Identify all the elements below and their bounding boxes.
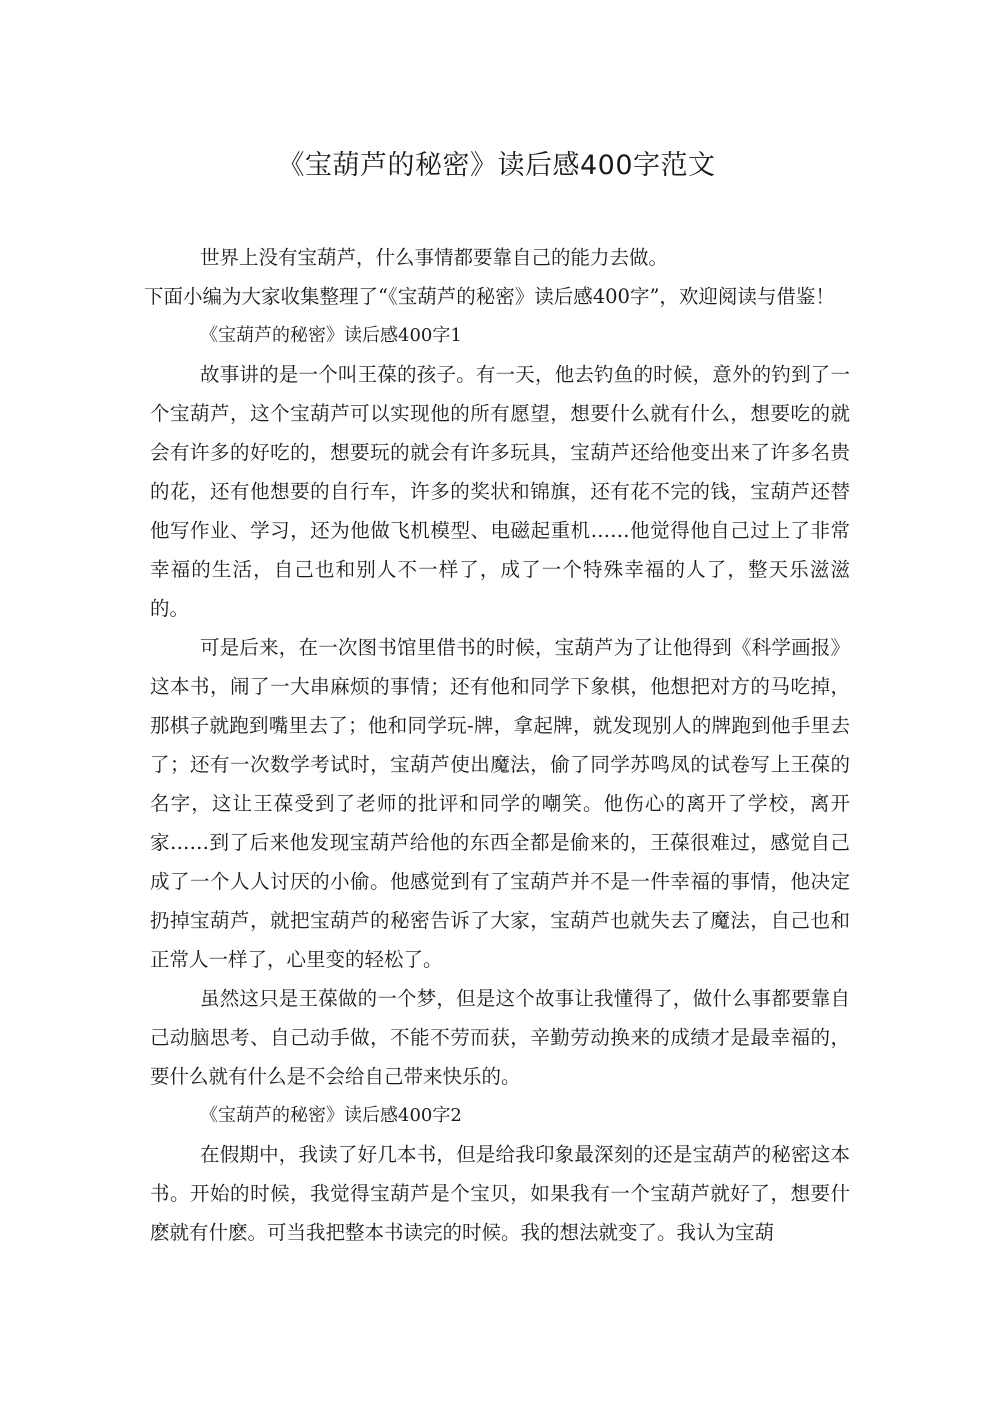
section-heading-2: 《宝葫芦的秘密》读后感400字2 xyxy=(200,1105,462,1126)
paragraph-later: 可是后来，在一次图书馆里借书的时候，宝葫芦为了让他得到《科学画报》这本书，闹了一大串麻烦的事情；还有他和同学下象棋，他想把对方的马吃掉，那棋子就跑到嘴里去了；他和同学玩-牌，拿起牌，就发现别人的牌跑到他手里去了；还有一次数学考试时，宝葫芦使出魔法，偷了同学苏鸣凤的试卷写上王葆的名字，这让王葆受到了老师的批评和同学的嘲笑。他伤心的离开了学校，离开家……到了后来他发现宝葫芦给他的东西全都是偷来的，王葆很难过，感觉自己成了一个人人讨厌的小偷。他感觉到有了宝葫芦并不是一件幸福的事情，他决定扔掉宝葫芦，就把宝葫芦的秘密告诉了大家，宝葫芦也就失去了魔法，自己也和正常人一样了，心里变的轻松了。 xyxy=(150,636,850,971)
section-heading-1: 《宝葫芦的秘密》读后感400字1 xyxy=(200,325,462,346)
paragraph-editor-note: 下面小编为大家收集整理了“《宝葫芦的秘密》读后感400字”，欢迎阅读与借鉴！ xyxy=(144,285,835,308)
paragraph-intro: 世界上没有宝葫芦，什么事情都要靠自己的能力去做。 xyxy=(200,246,669,269)
document-body xyxy=(144,238,850,1252)
paragraph-story: 故事讲的是一个叫王葆的孩子。有一天，他去钓鱼的时候，意外的钓到了一个宝葫芦，这个宝葫芦可以实现他的所有愿望，想要什么就有什么，想要吃的就会有许多的好吃的，想要玩的就会有许多玩具，宝葫芦还给他变出来了许多名贵的花，还有他想要的自行车，许多的奖状和锦旗，还有花不完的钱，宝葫芦还替他写作业、学习，还为他做飞机模型、电磁起重机……他觉得他自己过上了非常幸福的生活，自己也和别人不一样了，成了一个特殊幸福的人了，整天乐滋滋的。 xyxy=(150,363,850,620)
document-title: 《宝葫芦的秘密》读后感400字范文 xyxy=(277,150,716,181)
paragraph-holiday: 在假期中，我读了好几本书，但是给我印象最深刻的还是宝葫芦的秘密这本书。开始的时候，我觉得宝葫芦是个宝贝，如果我有一个宝葫芦就好了，想要什麽就有什麽。可当我把整本书读完的时候。我的想法就变了。我认为宝葫 xyxy=(150,1143,850,1244)
paragraph-lesson: 虽然这只是王葆做的一个梦，但是这个故事让我懂得了，做什么事都要靠自己动脑思考、自己动手做，不能不劳而获，辛勤劳动换来的成绩才是最幸福的，要什么就有什么是不会给自己带来快乐的。 xyxy=(150,987,850,1088)
